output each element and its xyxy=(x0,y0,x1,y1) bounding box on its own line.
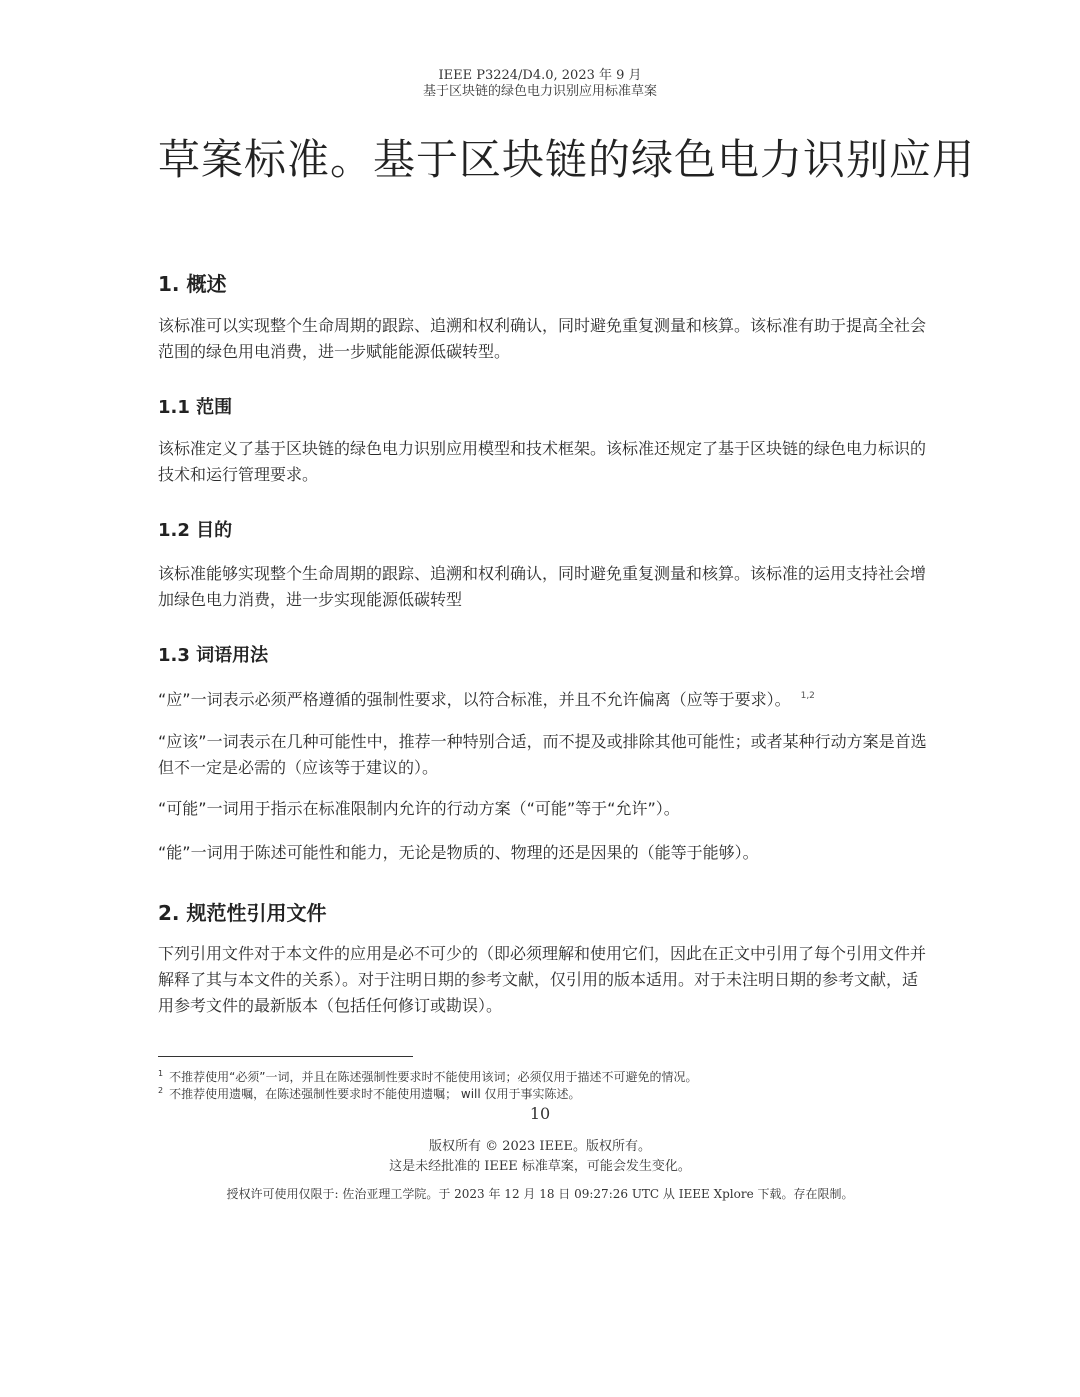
word-usage-may-paragraph: “可能”一词用于指示在标准限制内允许的行动方案（“可能”等于“允许”）。 xyxy=(158,799,680,818)
section-heading-normative-references: 2. 规范性引用文件 xyxy=(158,901,327,925)
footnote-2-text: 不推荐使用遗嘱，在陈述强制性要求时不能使用遗嘱； will 仅用于事实陈述。 xyxy=(169,1087,581,1101)
footnote-1-number: 1 xyxy=(158,1069,164,1078)
word-usage-shall-paragraph xyxy=(158,683,928,713)
overview-paragraph: 该标准可以实现整个生命周期的跟踪、追溯和权利确认，同时避免重复测量和核算。该标准有助于提高全社会范围的绿色用电消费，进一步赋能能源低碳转型。 xyxy=(158,316,927,361)
license-line: 授权许可使用仅限于: 佐治亚理工学院。于 2023 年 12 月 18 日 09:27:26 UTC 从 IEEE Xplore 下载。存在限制。 xyxy=(226,1187,854,1201)
footnote-2 xyxy=(158,1085,581,1102)
shall-text: “应”一词表示必须严格遵循的强制性要求，以符合标准，并且不允许偏离（应等于要求）。 xyxy=(158,690,791,709)
section-heading-purpose: 1.2 目的 xyxy=(158,520,233,541)
word-usage-can-paragraph: “能”一词用于陈述可能性和能力，无论是物质的、物理的还是因果的（能等于能够）。 xyxy=(158,843,759,862)
copyright-line: 版权所有 © 2023 IEEE。版权所有。 xyxy=(428,1139,652,1154)
purpose-paragraph: 该标准能够实现整个生命周期的跟踪、追溯和权利确认，同时避免重复测量和核算。该标准的运用支持社会增加绿色电力消费，进一步实现能源低碳转型 xyxy=(158,564,927,609)
section-heading-overview: 1. 概述 xyxy=(158,272,227,296)
word-usage-should-paragraph: “应该”一词表示在几种可能性中，推荐一种特别合适，而不提及或排除其他可能性；或者某种行动方案是首选但不一定是必需的（应该等于建议的）。 xyxy=(158,732,927,777)
scope-paragraph: 该标准定义了基于区块链的绿色电力识别应用模型和技术框架。该标准还规定了基于区块链的绿色电力标识的技术和运行管理要求。 xyxy=(158,439,927,484)
footnote-1-text: 不推荐使用“必须”一词，并且在陈述强制性要求时不能使用该词；必须仅用于描述不可避免的情况。 xyxy=(169,1070,698,1084)
document-subtitle-header: 基于区块链的绿色电力识别应用标准草案 xyxy=(422,84,657,99)
section-heading-scope: 1.1 范围 xyxy=(158,397,233,418)
footnote-1 xyxy=(158,1068,698,1085)
footnote-reference: 1,2 xyxy=(800,691,815,701)
normative-references-paragraph: 下列引用文件对于本文件的应用是必不可少的（即必须理解和使用它们，因此在正文中引用了每个引用文件并解释了其与本文件的关系）。对于注明日期的参考文献，仅引用的版本适用。对于未注明日期的参考文献，适用参考文件的最新版本（包括任何修订或勘误）。 xyxy=(158,944,927,1015)
footnote-divider xyxy=(158,1056,413,1057)
document-id-header: IEEE P3224/D4.0, 2023 年 9 月 xyxy=(438,68,642,83)
draft-notice-line: 这是未经批准的 IEEE 标准草案，可能会发生变化。 xyxy=(389,1159,691,1174)
footnote-2-number: 2 xyxy=(158,1086,164,1095)
page-title: 草案标准。基于区块链的绿色电力识别应用 xyxy=(158,135,976,184)
page-number: 10 xyxy=(529,1104,551,1123)
section-heading-word-usage: 1.3 词语用法 xyxy=(158,645,269,666)
